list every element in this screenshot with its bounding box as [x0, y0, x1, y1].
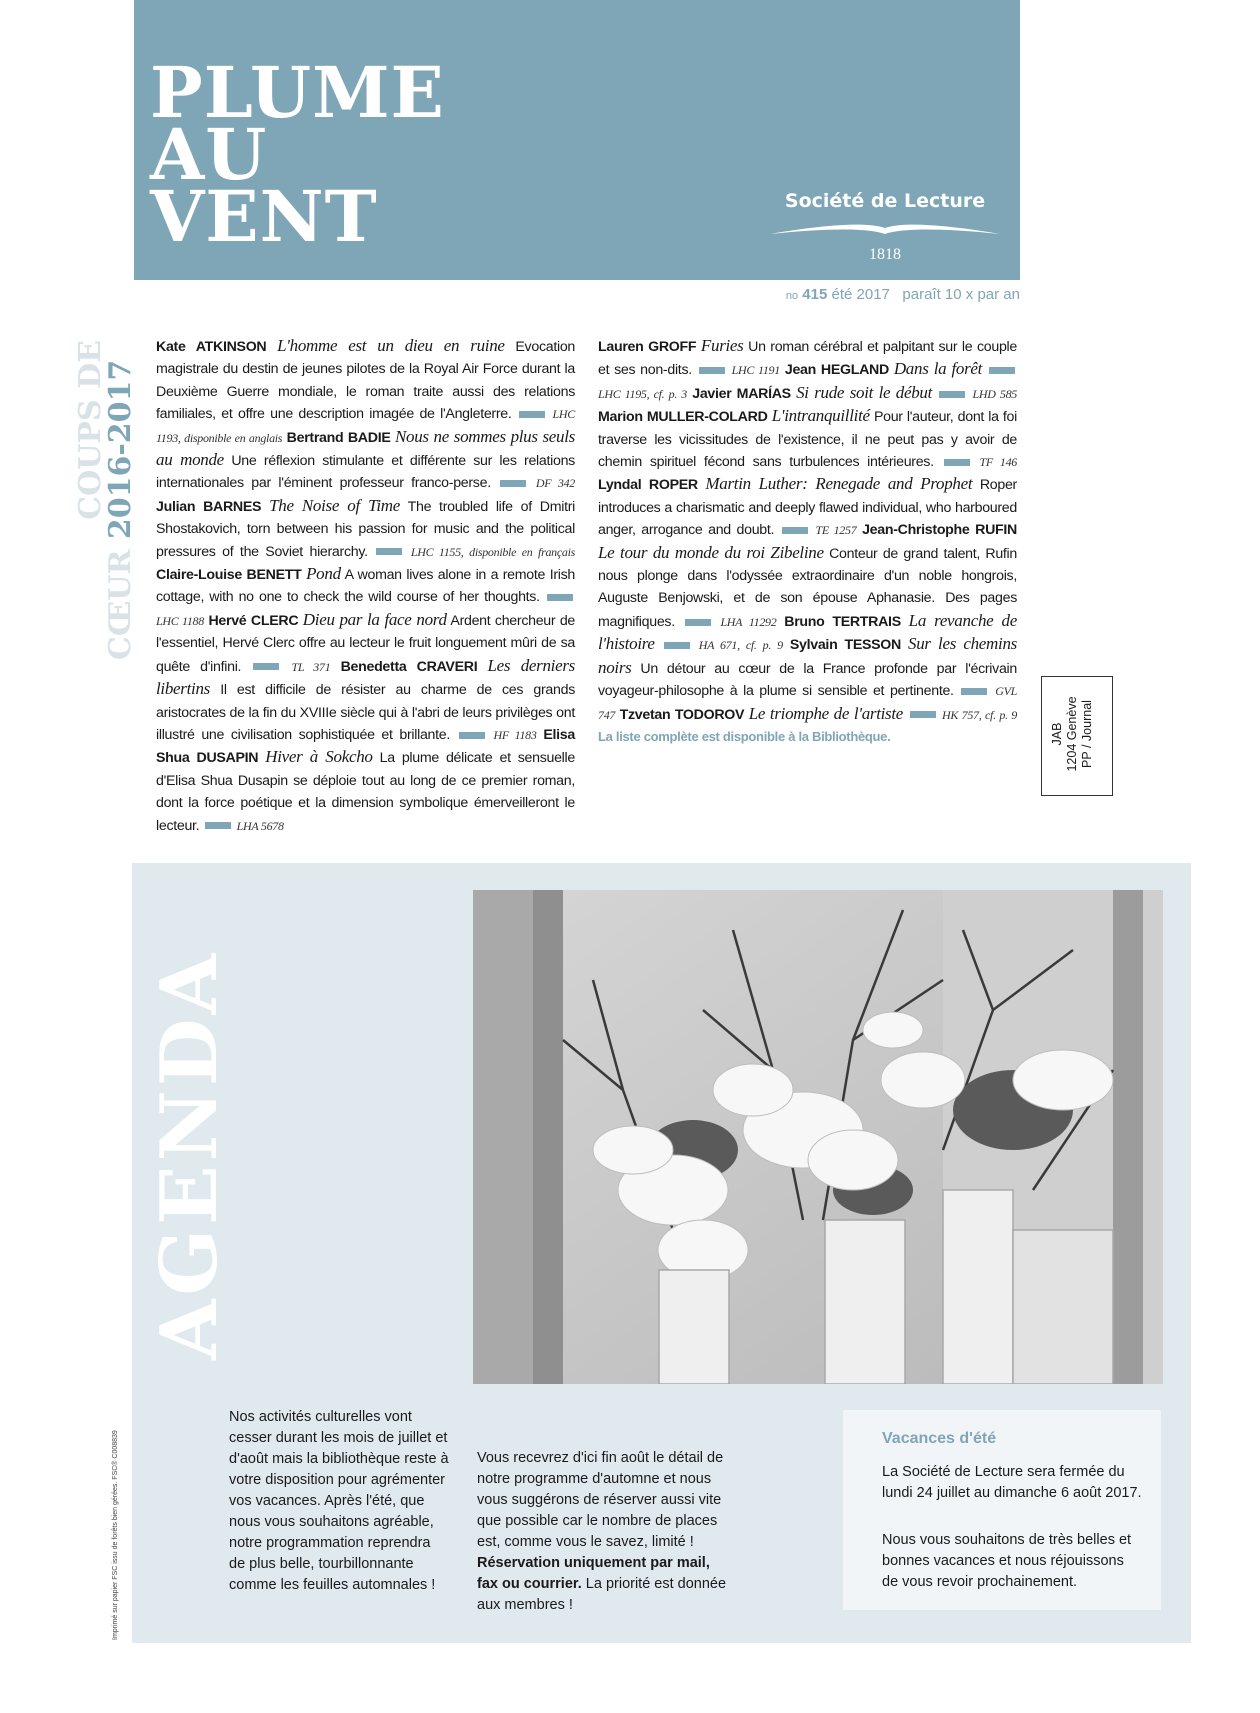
holiday-title: Vacances d'été	[882, 1430, 997, 1447]
book-title: Hiver à Sokcho	[265, 747, 373, 767]
cote-marker-icon	[519, 411, 545, 418]
agenda-heading-text: AGENDA	[144, 949, 235, 1360]
holiday-closure-text: La Société de Lecture sera fermée du lundi 24 juillet au dimanche 6 août 2017.	[882, 1464, 1142, 1501]
cote-marker-icon	[664, 642, 690, 649]
book-shelfmark: HA 671, cf. p. 9	[698, 638, 783, 653]
book-shelfmark: LHC 1188	[156, 613, 204, 628]
book-author: Kate ATKINSON	[156, 339, 267, 355]
book-author: Tzvetan TODOROV	[619, 706, 745, 723]
book-shelfmark: LHA 5678	[236, 818, 284, 833]
book-description: La plume délicate et sensuelle d'Elisa Shua Dusapin se déploie tout au long de ce premier roman, dont la force poétique et la dimension symbolique émerveilleront le lecteur.	[156, 750, 575, 834]
book-title: L'intranquillité	[771, 406, 870, 426]
agenda-text-2	[477, 1448, 727, 1616]
flower-photo	[473, 890, 1163, 1384]
book-title: Le triomphe de l'artiste	[748, 703, 904, 723]
masthead-line-3: VENT	[150, 175, 378, 258]
book-title: Les derniers libertins	[156, 655, 575, 699]
cote-marker-icon	[459, 732, 485, 739]
book-entry	[156, 495, 575, 560]
book-author: Marion MULLER-COLARD	[598, 409, 768, 426]
book-description: Un détour au cœur de la France profonde par l'écrivain voyageur-philosophe à la plume si sensible et pertinente.	[598, 660, 1017, 700]
section-label	[73, 340, 138, 660]
book-author: Elisa Shua DUSAPIN	[156, 726, 575, 767]
society-name: Société de Lecture	[784, 190, 986, 212]
book-shelfmark: DF 342	[535, 476, 575, 491]
cote-marker-icon	[253, 663, 279, 670]
book-author: Bruno TERTRAIS	[784, 613, 901, 630]
issue-prefix: no	[785, 290, 799, 302]
imprint-text: Imprimé sur papier FSC issu de forêts bien gérées. FSC® C008839	[112, 1430, 119, 1640]
book-author: Sylvain TESSON	[789, 637, 901, 654]
book-description: The troubled life of Dmitri Shostakovich, torn between his passion for music and the political pressures of the Soviet hierarchy.	[156, 498, 575, 560]
book-shelfmark: HF 1183	[493, 727, 537, 742]
book-title: Pond	[306, 564, 341, 584]
book-author: Claire-Louise BENETT	[156, 567, 302, 584]
book-title: Sur les chemins noirs	[598, 634, 1017, 677]
list-availability-note: La liste complète est disponible à la Bibliothèque.	[598, 728, 891, 744]
book-list-column-1	[156, 335, 575, 837]
agenda-priority-note: La priorité est donnée aux membres !	[477, 1576, 727, 1613]
issue-line	[700, 286, 1020, 303]
issue-freq-label: paraît	[902, 286, 941, 303]
book-title: Dieu par la face nord	[302, 609, 447, 629]
book-description: Evocation magistrale du destin de jeunes pilotes de la Royal Air Force durant la Deuxième Guerre mondiale, le roman traite aussi des relations familiales, et offre une description imagée de l'Angleterre.	[156, 339, 575, 423]
agenda-text-1: Nos activités culturelles vont cesser durant les mois de juillet et d'août mais la bibliothèque reste à votre disposition pour agrémenter vos vacances. Après l'été, que nous vous souhaitons agréable, notre programmation reprendra de plus belle, tourbillonnante comme les feuilles automnales !	[229, 1409, 449, 1593]
book-description: Ardent chercheur de l'essentiel, Hervé Clerc offre au lecteur le fruit longuement mûri de sa quête d'infini.	[156, 612, 575, 675]
society-year: 1818	[869, 246, 901, 263]
book-author: Javier MARÍAS	[692, 385, 791, 402]
stamp-line-3: PP / Journal	[1080, 700, 1094, 768]
book-description: Conteur de grand talent, Rufin nous plonge dans l'odyssée extraordinaire d'un noble hongrois, Auguste Benjowski, et de son épouse Aphanasie. Des pages magnifiques.	[598, 545, 1018, 630]
cote-marker-icon	[205, 822, 231, 829]
book-shelfmark: TE 1257	[815, 523, 857, 538]
book-title: La revanche de l'histoire	[598, 610, 1017, 654]
book-title: Nous ne sommes plus seuls au monde	[156, 426, 575, 470]
holiday-wishes-text: Nous vous souhaitons de très belles et bonnes vacances et nous réjouissons de vous revoir prochainement.	[882, 1532, 1132, 1590]
cote-marker-icon	[782, 527, 808, 534]
cote-marker-icon	[376, 548, 402, 555]
book-shelfmark: LHA 11292	[720, 614, 777, 629]
book-title: Dans la forêt	[893, 359, 983, 379]
book-shelfmark: LHC 1191	[731, 363, 780, 378]
agenda-text-2-body: Vous recevrez d'ici fin août le détail de notre programme d'automne et nous vous suggérons de réserver aussi vite que possible car le nombre de places est, comme vous le savez, limité !	[477, 1450, 724, 1550]
cote-marker-icon	[910, 711, 936, 718]
masthead-title	[150, 51, 445, 258]
issue-freq-value: 10 x	[944, 286, 974, 303]
book-author: Bertrand BADIE	[286, 429, 391, 446]
book-shelfmark: LHD 585	[972, 386, 1017, 401]
book-description: Un roman cérébral et palpitant sur le couple et ses non-dits.	[598, 339, 1017, 379]
cote-marker-icon	[939, 391, 965, 398]
book-shelfmark: LHC 1195, cf. p. 3	[598, 386, 688, 401]
book-description: Roper introduces a charismatic and deeply flawed individual, who harboured anger, arrogance and doubt.	[598, 477, 1017, 539]
masthead-line-1: PLUME	[150, 51, 445, 134]
book-shelfmark: GVL 747	[598, 684, 1017, 722]
book-title: The Noise of Time	[269, 495, 400, 515]
section-label-line1: COUPS DE	[73, 340, 108, 520]
swash-ornament-icon	[768, 220, 1002, 240]
cote-marker-icon	[961, 688, 987, 695]
postal-stamp	[1041, 676, 1113, 796]
cote-marker-icon	[944, 459, 970, 466]
cote-marker-icon	[989, 367, 1015, 374]
book-title: Le tour du monde du roi Zibeline	[598, 542, 824, 562]
book-shelfmark: HK 757, cf. p. 9	[942, 707, 1017, 722]
agenda-heading	[144, 880, 250, 1360]
imprint-note	[112, 1400, 132, 1640]
issue-season: été 2017	[831, 286, 890, 303]
book-author: Lauren GROFF	[598, 339, 697, 355]
book-description: Une réflexion stimulante et différente sur les relations internationales par l'éminent professeur franco-perse.	[156, 453, 575, 492]
lily-bouquet-image	[473, 890, 1163, 1384]
book-title: L'homme est un dieu en ruine	[277, 336, 505, 355]
book-shelfmark: LHC 1193, disponible en anglais	[156, 407, 575, 445]
book-description: A woman lives alone in a remote Irish cottage, with no one to check the wild course of her thoughts.	[156, 567, 575, 606]
cote-marker-icon	[685, 619, 711, 626]
book-entry	[692, 382, 1017, 402]
book-author: Julian BARNES	[156, 498, 262, 515]
book-title: Martin Luther: Renegade and Prophet	[705, 474, 973, 494]
book-shelfmark: TF 146	[979, 455, 1017, 470]
book-description: Il est difficile de résister au charme de ces grands aristocrates de la fin du XVIIIe siècle qui à l'abri de leurs privilèges ont illustré une civilisation sophistiquée et brillante.	[156, 682, 575, 743]
masthead-line-2: AU	[150, 113, 268, 196]
book-author: Jean-Christophe RUFIN	[862, 522, 1017, 539]
book-title: Si rude soit le début	[796, 382, 933, 402]
section-label-years: 2016-2017	[103, 359, 138, 540]
book-shelfmark: LHC 1155, disponible en français	[410, 544, 575, 559]
cote-marker-icon	[699, 367, 725, 374]
stamp-line-1: JAB	[1050, 722, 1064, 746]
issue-number: 415	[802, 286, 828, 303]
book-entry	[598, 406, 1017, 471]
book-author: Jean HEGLAND	[784, 362, 889, 379]
agenda-reservation-note: Réservation uniquement par mail, fax ou courrier.	[477, 1555, 710, 1592]
book-description: Pour l'auteur, dont la foi traverse les vicissitudes de l'existence, il ne peut pas y avoir de chemin spirituel fécond sans turbulences intérieures.	[598, 409, 1017, 471]
book-title: Furies	[700, 336, 744, 355]
section-label-line2: CŒUR	[103, 549, 138, 660]
stamp-line-2: 1204 Genève	[1065, 696, 1079, 772]
book-author: Hervé CLERC	[208, 612, 299, 629]
cote-marker-icon	[500, 480, 526, 487]
book-entry	[619, 703, 1017, 723]
book-author: Benedetta CRAVERI	[340, 658, 478, 675]
book-shelfmark: TL 371	[291, 659, 331, 674]
book-list-column-2	[598, 335, 1017, 748]
cote-marker-icon	[547, 594, 573, 601]
issue-freq-suffix: par an	[977, 286, 1020, 303]
book-author: Lyndal ROPER	[598, 477, 698, 494]
